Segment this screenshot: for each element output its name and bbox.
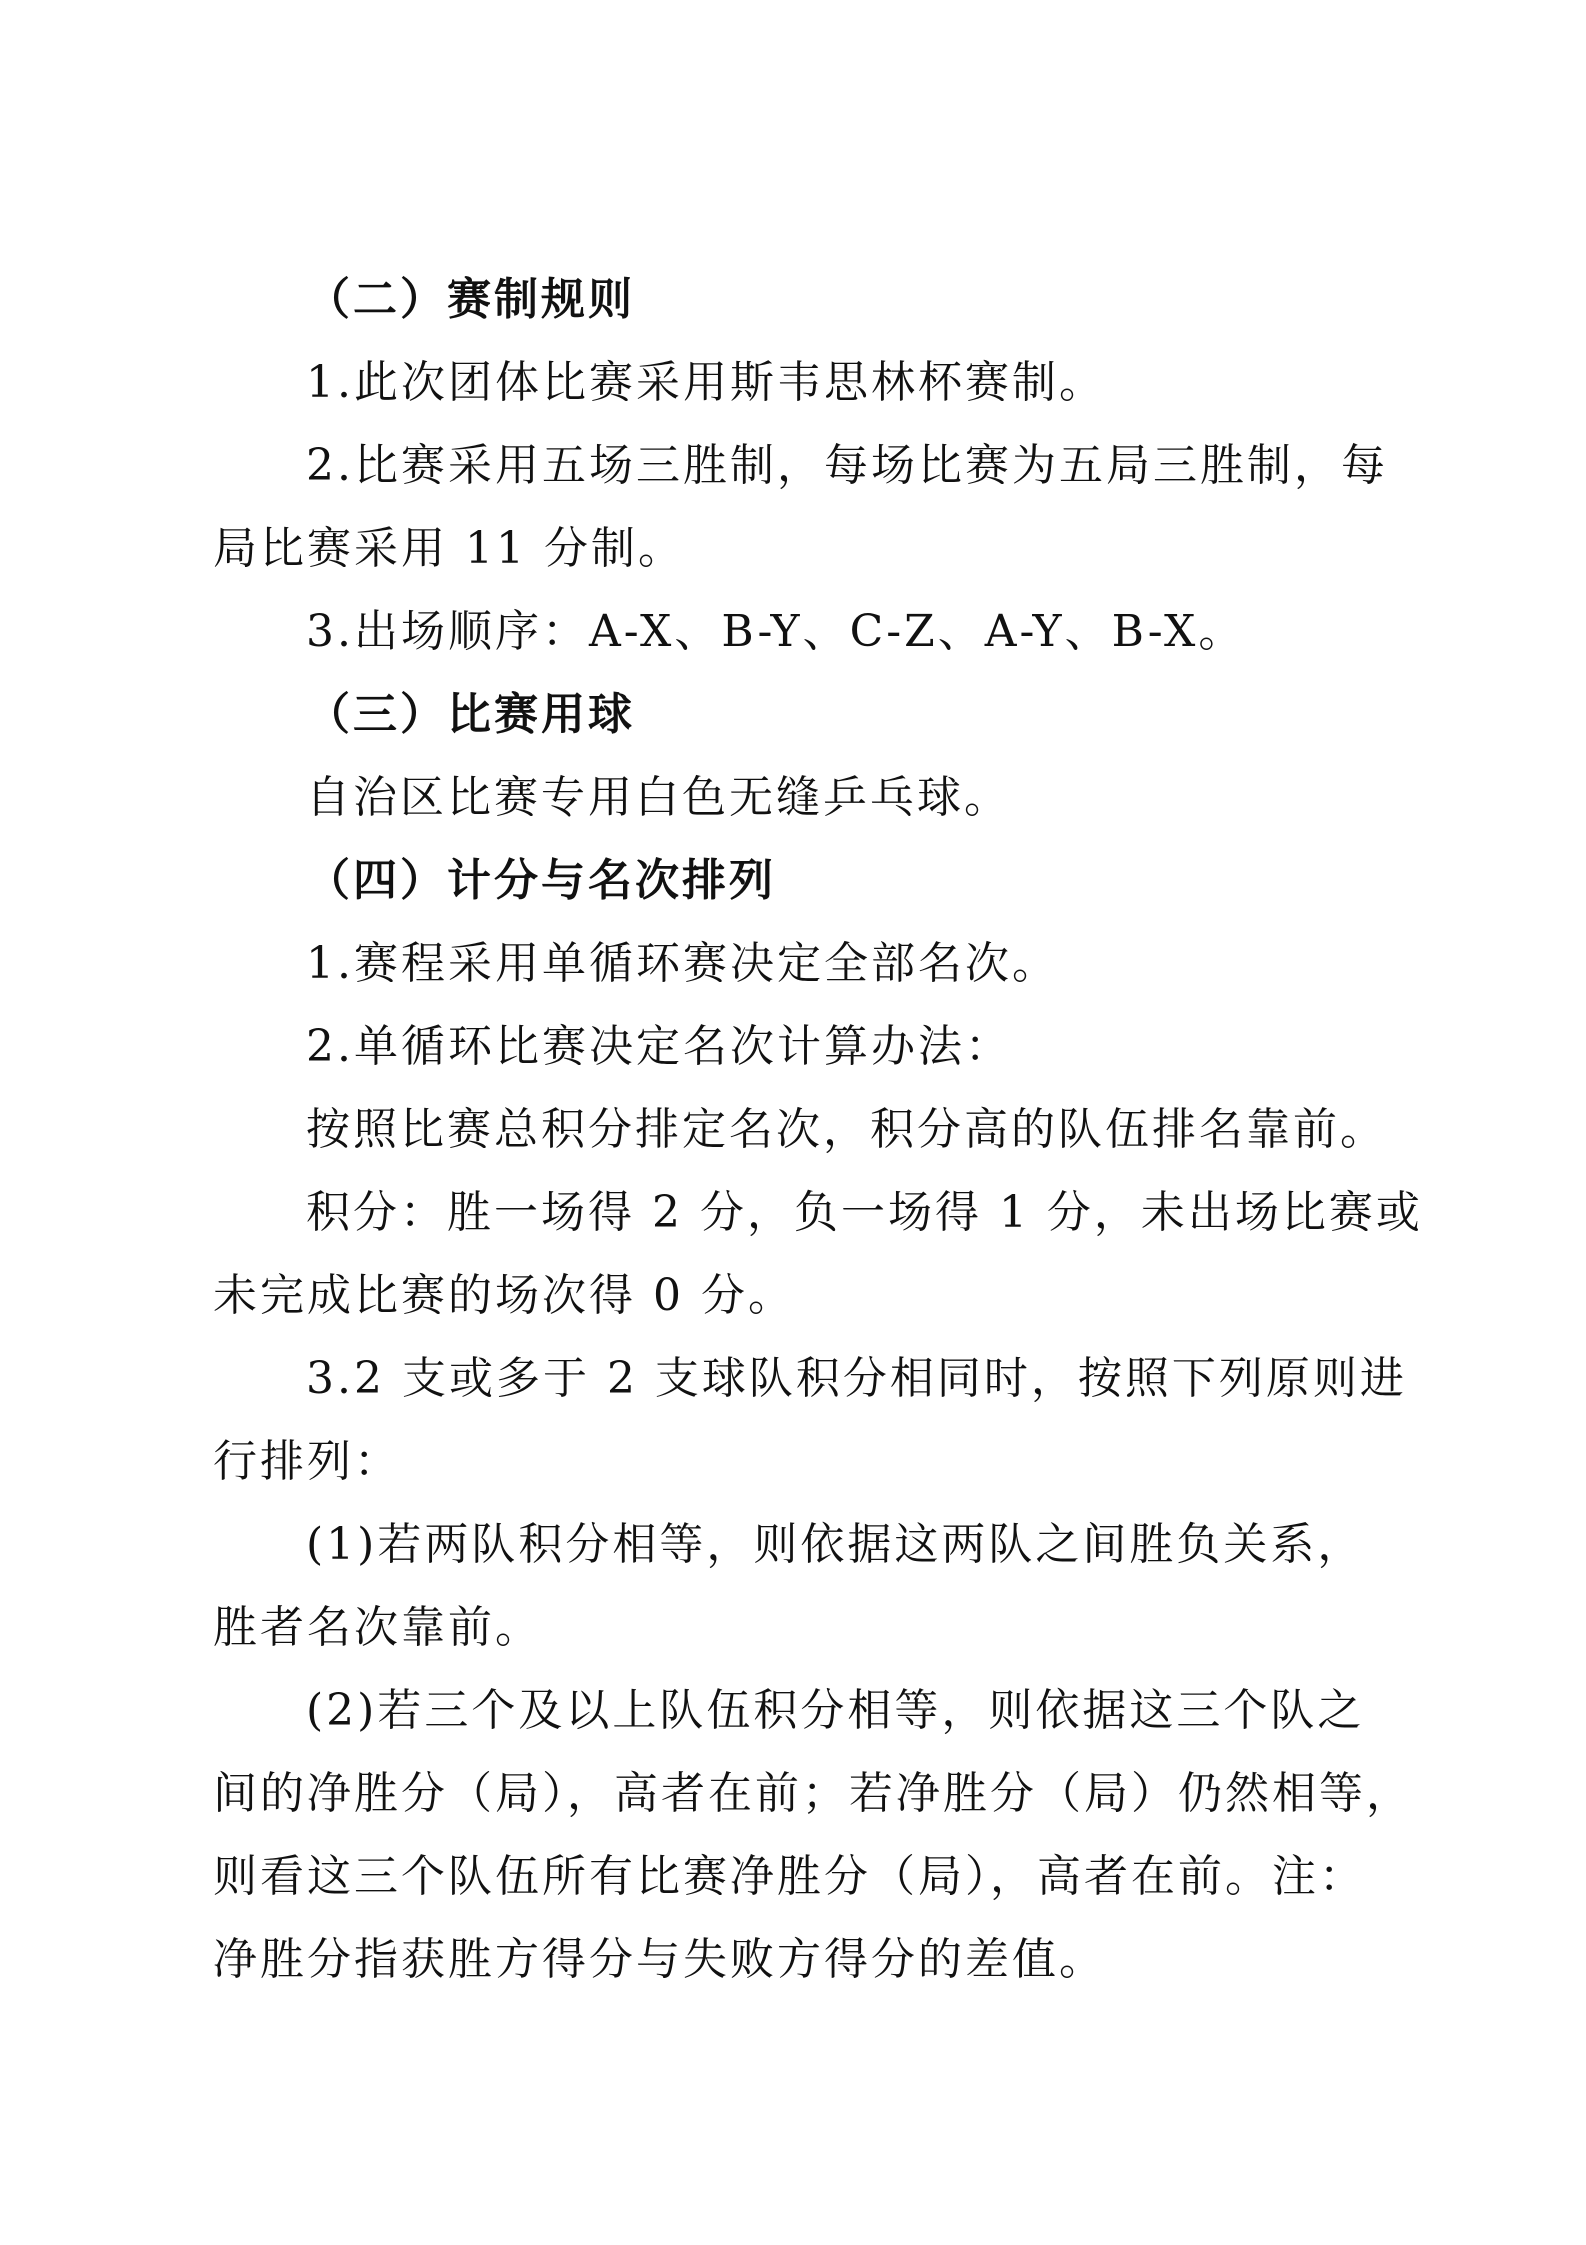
paragraph-line: 2.比赛采用五场三胜制，每场比赛为五局三胜制，每	[306, 440, 1388, 491]
document-body	[213, 258, 1423, 2001]
paragraph-line: 未完成比赛的场次得 0 分。	[213, 1270, 795, 1321]
paragraph-line: 3.出场顺序：A-X、B-Y、C-Z、A-Y、B-X。	[306, 606, 1246, 657]
section-heading-scoring-ranking: （四）计分与名次排列	[306, 855, 776, 906]
paragraph-line: 按照比赛总积分排定名次，积分高的队伍排名靠前。	[306, 1104, 1387, 1155]
paragraph-line: 净胜分指获胜方得分与失败方得分的差值。	[213, 1934, 1106, 1985]
paragraph-line: (1)若两队积分相等，则依据这两队之间胜负关系，	[306, 1519, 1365, 1570]
paragraph-line: 3.2 支或多于 2 支球队积分相同时，按照下列原则进	[306, 1353, 1407, 1404]
paragraph-line: 积分：胜一场得 2 分，负一场得 1 分，未出场比赛或	[306, 1187, 1423, 1238]
paragraph-line: 行排列：	[213, 1436, 401, 1487]
paragraph-line: 1.赛程采用单循环赛决定全部名次。	[306, 938, 1059, 989]
paragraph-line: (2)若三个及以上队伍积分相等，则依据这三个队之	[306, 1685, 1365, 1736]
section-heading-match-ball: （三）比赛用球	[306, 689, 635, 740]
paragraph-line: 胜者名次靠前。	[213, 1602, 542, 1653]
paragraph-line: 2.单循环比赛决定名次计算办法：	[306, 1021, 1012, 1072]
paragraph-line: 1.此次团体比赛采用斯韦思林杯赛制。	[306, 357, 1106, 408]
paragraph-line: 自治区比赛专用白色无缝乒乓球。	[306, 772, 1011, 823]
section-heading-competition-format: （二）赛制规则	[306, 274, 635, 325]
paragraph-line: 局比赛采用 11 分制。	[213, 523, 685, 574]
paragraph-line: 则看这三个队伍所有比赛净胜分（局），高者在前。注：	[213, 1851, 1366, 1902]
paragraph-line: 间的净胜分（局），高者在前；若净胜分（局）仍然相等，	[213, 1768, 1413, 1819]
